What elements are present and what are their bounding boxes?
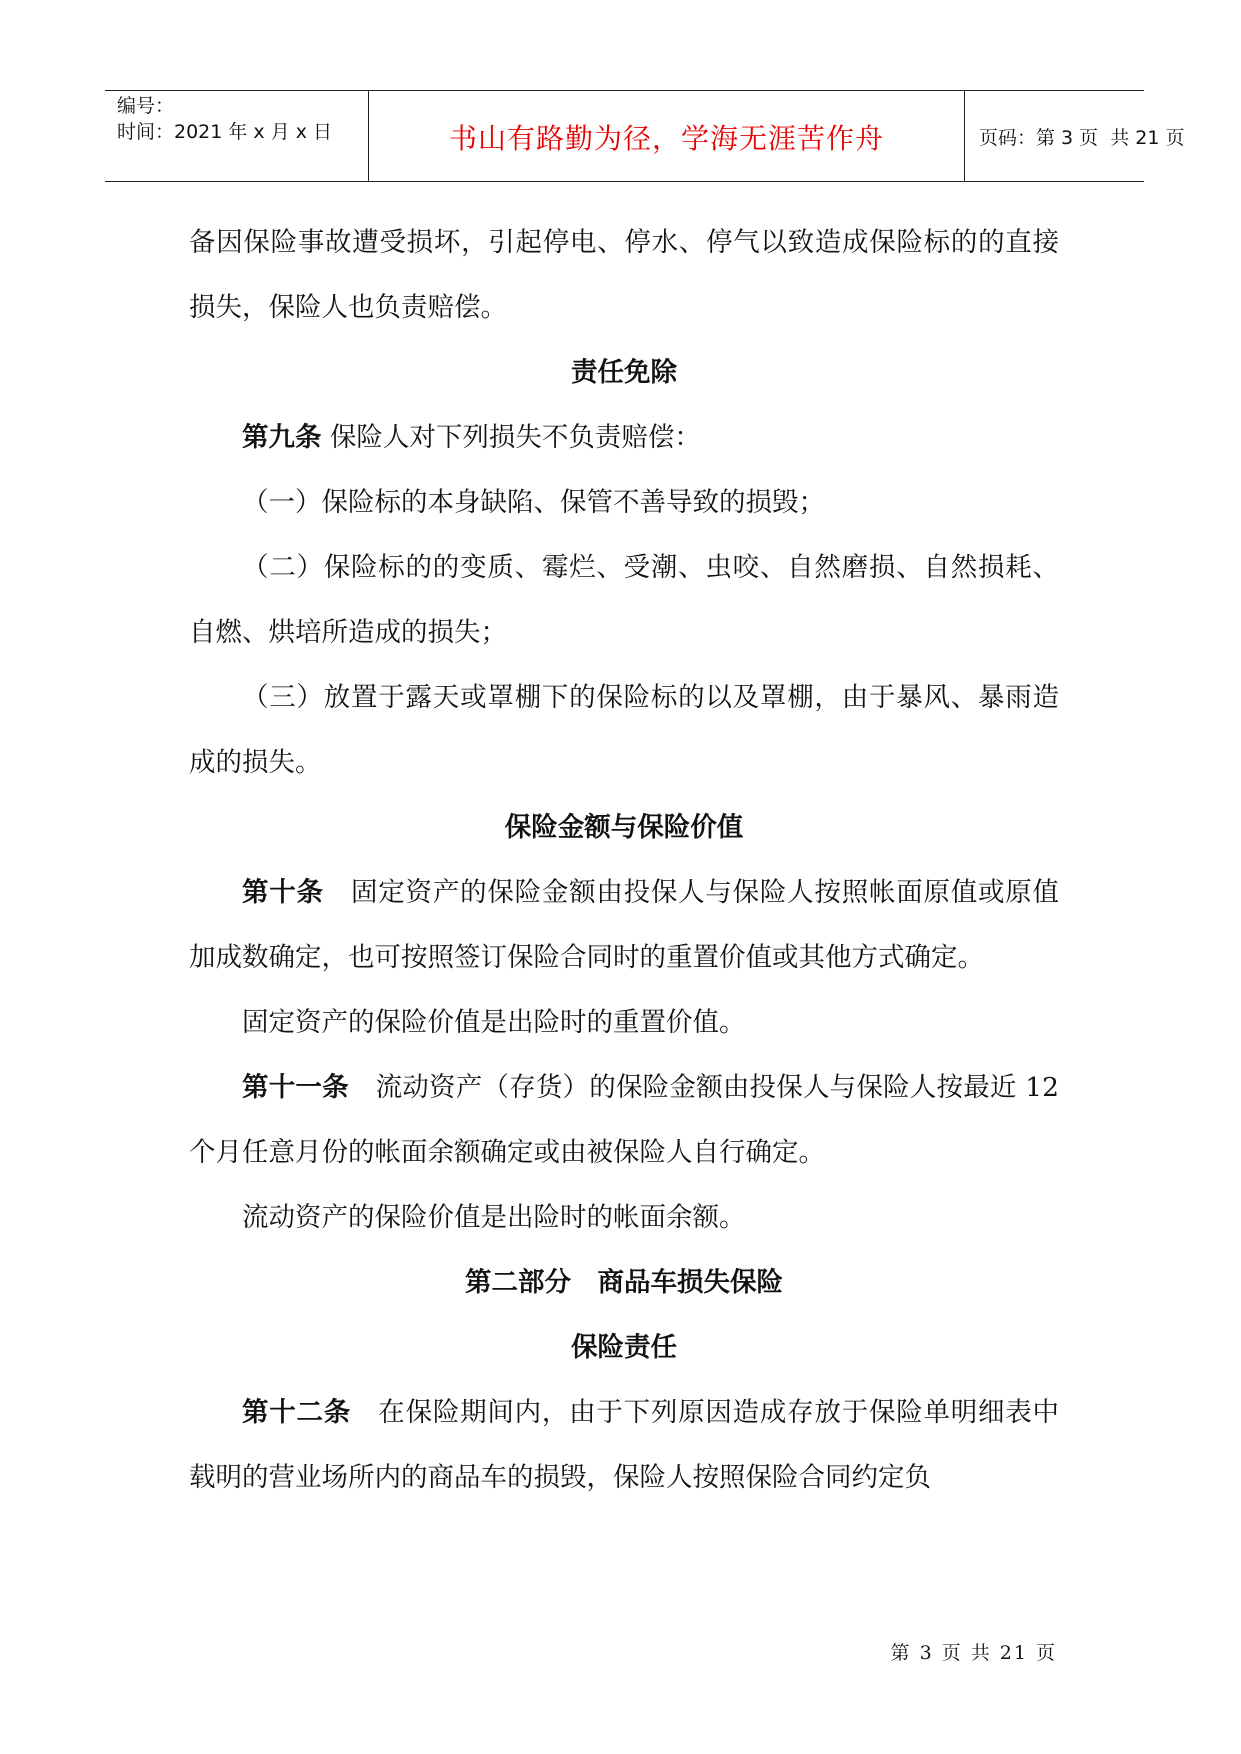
part-heading: 第二部分 商品车损失保险 <box>465 1267 783 1298</box>
time-label: 时间：2021 年 x 月 x 日 <box>117 121 333 143</box>
section-heading: 责任免除 <box>571 357 677 388</box>
article-text: 在保险期间内，由于下列原因造成存放于保险单明细表中载明的营业场所内的商品车的损毁，保险人按照保险合同约定负 <box>189 1397 1060 1493</box>
document-body <box>189 210 1059 1510</box>
page-code: 页码：第 3 页 共 21 页 <box>979 126 1185 149</box>
paragraph: 固定资产的保险价值是出险时的重置价值。 <box>242 1007 746 1038</box>
article-paragraph <box>189 860 1059 990</box>
article-paragraph <box>189 405 1059 470</box>
article-number: 第十条 <box>242 877 324 908</box>
article-number: 第九条 <box>242 422 322 453</box>
article-text: 保险人对下列损失不负责赔偿： <box>321 422 701 453</box>
header-page-cell <box>965 91 1185 181</box>
header-meta <box>105 91 369 181</box>
page-header <box>105 90 1185 182</box>
paragraph: （二）保险标的的变质、霉烂、受潮、虫咬、自然磨损、自然损耗、自燃、烘培所造成的损失； <box>189 552 1059 648</box>
number-label: 编号： <box>117 95 175 117</box>
motto-text: 书山有路勤为径，学海无涯苦作舟 <box>448 122 884 155</box>
section-heading: 保险责任 <box>571 1332 677 1363</box>
paragraph: （三）放置于露天或罩棚下的保险标的以及罩棚，由于暴风、暴雨造成的损失。 <box>189 682 1059 778</box>
article-text: 流动资产（存货）的保险金额由投保人与保险人按最近 12 个月任意月份的帐面余额确定或由被保险人自行确定。 <box>189 1072 1060 1168</box>
paragraph: 备因保险事故遭受损坏，引起停电、停水、停气以致造成保险标的的直接损失，保险人也负责赔偿。 <box>189 227 1059 323</box>
paragraph: 流动资产的保险价值是出险时的帐面余额。 <box>242 1202 746 1233</box>
article-paragraph <box>189 1380 1059 1510</box>
header-motto-cell <box>369 91 965 181</box>
article-number: 第十一条 <box>242 1072 349 1103</box>
article-paragraph <box>189 1055 1059 1185</box>
section-heading: 保险金额与保险价值 <box>504 812 744 843</box>
page-footer: 第 3 页 共 21 页 <box>890 1642 1057 1664</box>
article-text: 固定资产的保险金额由投保人与保险人按照帐面原值或原值加成数确定，也可按照签订保险合同时的重置价值或其他方式确定。 <box>189 877 1060 973</box>
article-number: 第十二条 <box>242 1397 352 1428</box>
paragraph: （一）保险标的本身缺陷、保管不善导致的损毁； <box>242 487 825 518</box>
